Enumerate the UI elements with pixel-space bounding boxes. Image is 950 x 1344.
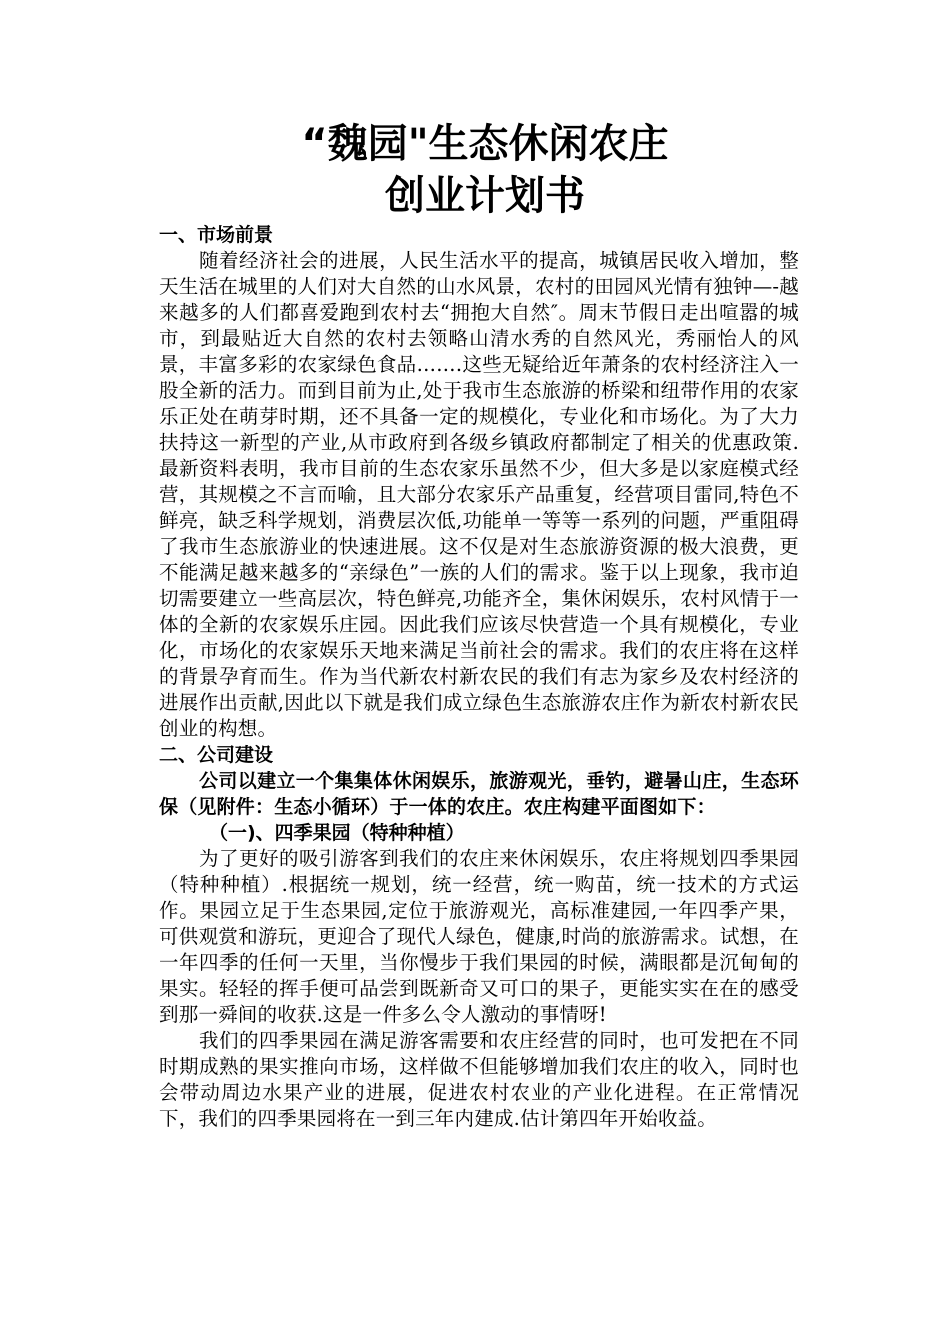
subsection-heading-orchard: （一)、四季果园（特种种植） (209, 822, 465, 844)
paragraph-company-construction: 公司以建立一个集集体休闲娱乐，旅游观光，垂钓，避暑山庄，生态环保（见附件：生态小循环）于一体的农庄。农庄构建平面图如下： (159, 770, 799, 818)
paragraph-orchard-1: 为了更好的吸引游客到我们的农庄来休闲娱乐，农庄将规划四季果园（特种种植）.根据统一规划，统一经营，统一购苗，统一技术的方式运作。果园立足于生态果园,定位于旅游观光，高标准建园,一年四季产果，可供观赏和游玩，更迎合了现代人绿色，健康,时尚的旅游需求。试想，在一年四季的任何一天里，当你慢步于我们果园的时候，满眼都是沉甸甸的果实。轻轻的挥手便可品尝到既新奇又可口的果子，更能实实在在的感受到那一舜间的收获.这是一件多么令人激动的事情呀! (159, 847, 799, 1026)
section-heading-market: 一、市场前景 (159, 224, 274, 246)
title-line-1: “魏园"生态休闲农庄 (301, 121, 669, 167)
document-page (159, 118, 799, 1132)
section-heading-company: 二、公司建设 (159, 744, 274, 766)
paragraph-orchard-2: 我们的四季果园在满足游客需要和农庄经营的同时，也可发把在不同时期成熟的果实推向市场，这样做不但能够增加我们农庄的收入，同时也会带动周边水果产业的进展，促进农村农业的产业化进程。在正常情况下，我们的四季果园将在一到三年内建成.估计第四年开始收益。 (159, 1029, 799, 1130)
title-line-2: 创业计划书 (385, 173, 585, 219)
paragraph-market-outlook: 随着经济社会的进展，人民生活水平的提高，城镇居民收入增加，整天生活在城里的人们对大自然的山水风景，农村的田园风光情有独钟—-越来越多的人们都喜爱跑到农村去“拥抱大自然″。周末节假日走出喧嚣的城市，到最贴近大自然的农村去领略山清水秀的自然风光，秀丽怡人的风景，丰富多彩的农家绿色食品…….这些无疑给近年萧条的农村经济注入一股全新的活力。而到目前为止,处于我市生态旅游的桥梁和纽带作用的农家乐正处在萌芽时期，还不具备一定的规模化，专业化和市场化。为了大力扶持这一新型的产业,从市政府到各级乡镇政府都制定了相关的优惠政策.最新资料表明，我市目前的生态农家乐虽然不少，但大多是以家庭模式经营，其规模之不言而喻，且大部分农家乐产品重复，经营项目雷同,特色不鲜亮，缺乏科学规划，消费层次低,功能单一等等一系列的问题，严重阻碍了我市生态旅游业的快速进展。这不仅是对生态旅游资源的极大浪费，更不能满足越来越多的“亲绿色”一族的人们的需求。鉴于以上现象，我市迫切需要建立一些高层次，特色鲜亮,功能齐全，集休闲娱乐，农村风情于一体的全新的农家娱乐庄园。因此我们应该尽快营造一个具有规模化，专业化，市场化的农家娱乐天地来满足当前社会的需求。我们的农庄将在这样的背景孕育而生。作为当代新农村新农民的我们有志为家乡及农村经济的进展作出贡献,因此以下就是我们成立绿色生态旅游农庄作为新农村新农民创业的构想。 (159, 249, 799, 740)
document-title (159, 118, 799, 222)
